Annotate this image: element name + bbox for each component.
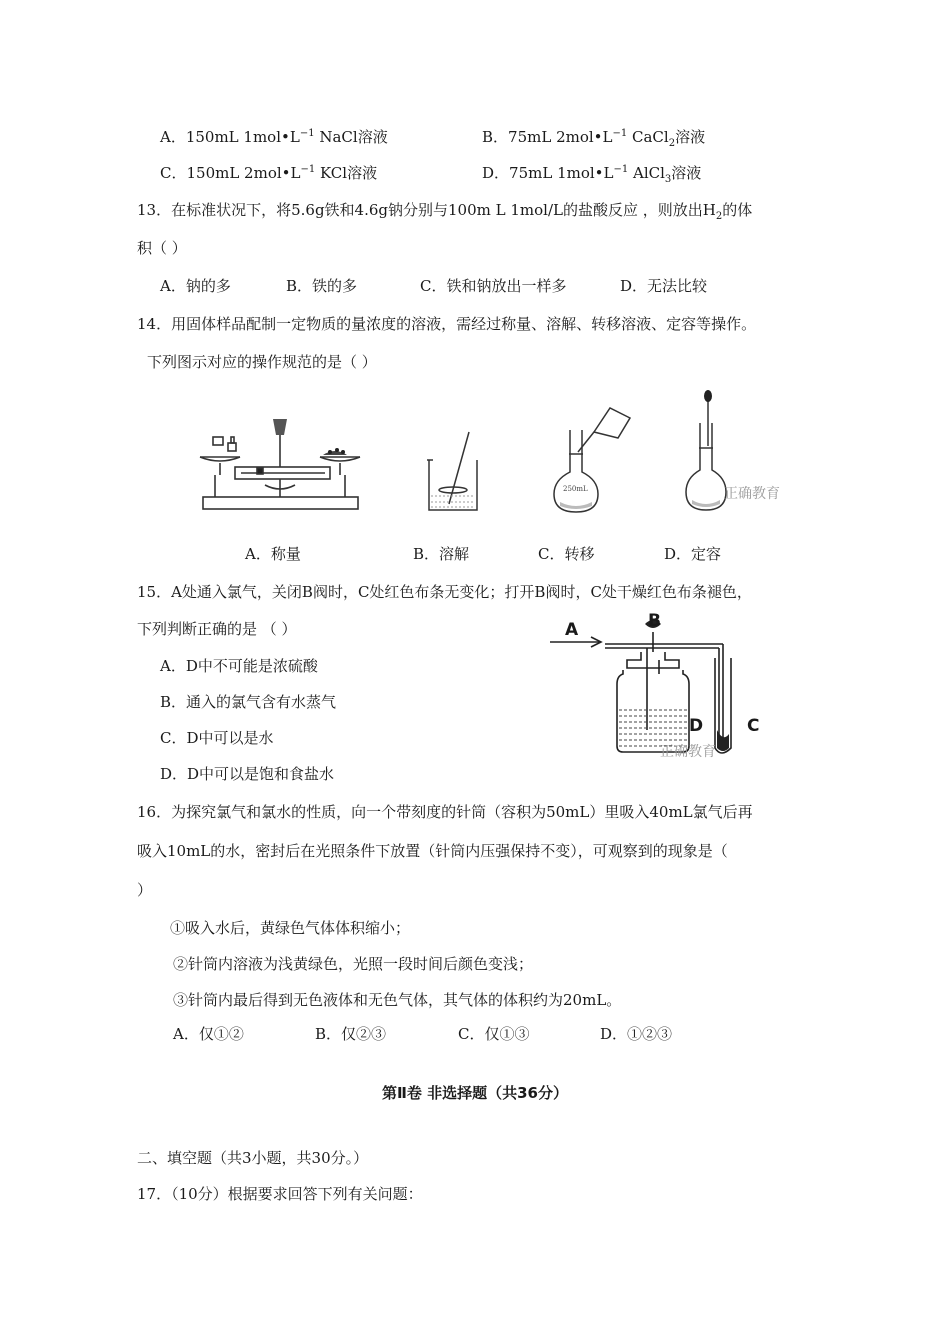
q16-option-d: D．①②③ [600,1025,673,1043]
q16-option-b: B．仅②③ [315,1025,387,1043]
section-title: 第Ⅱ卷 非选择题（共36分） [382,1084,568,1102]
q16-item-3: ③针筒内最后得到无色液体和无色气体，其气体的体积约为20mL。 [173,991,622,1009]
q16-item-2: ②针筒内溶液为浅黄绿色，光照一段时间后颜色变浅； [173,955,534,973]
q15-stem-line2: 下列判断正确的是 （ ） [137,620,297,638]
q15-option-d: D．D中可以是饱和食盐水 [160,765,335,783]
q14-caption-b: B．溶解 [413,545,470,563]
part-heading: 二、填空题（共3小题，共30分。） [137,1149,369,1167]
q15-stem-line1: 15．A处通入氯气，关闭B阀时，C处红色布条无变化；打开B阀时，C处干燥红色布条褪色， [137,583,752,601]
q13-option-b: B．铁的多 [286,277,358,295]
q14-stem-line1: 14．用固体样品配制一定物质的量浓度的溶液，需经过称量、溶解、转移溶液、定容等操作。 [137,315,757,333]
watermark-logo-2: 正确教育 [660,744,716,760]
transfer-flask-label: 250mL [563,485,588,493]
q14-stem-line2: 下列图示对应的操作规范的是（ ） [147,353,377,371]
q12-option-a: A．150mL $1mol•L^{-1}$ NaCl溶液 [160,128,388,146]
q17-stem: 17．（10分）根据要求回答下列有关问题： [137,1185,423,1203]
q12-option-b: B．75mL $2mol•L^{-1}$ CaCl$_2$溶液 [482,128,706,149]
q16-stem-line1: 16．为探究氯气和氯水的性质，向一个带刻度的针筒（容积为50mL）里吸入40mL氯气后再 [137,803,753,821]
label-b: B [648,611,661,631]
q16-option-a: A．仅①② [173,1025,244,1043]
label-c: C [747,716,760,736]
q12-option-d: D．75mL $1mol•L^{-1}$ AlCl$_3$溶液 [482,164,702,185]
label-a: A [565,620,579,640]
q15-option-a: A．D中不可能是浓硫酸 [160,657,318,675]
q14-caption-d: D．定容 [664,545,722,563]
q13-option-c: C．铁和钠放出一样多 [420,277,567,295]
watermark-logo: 正确教育 [724,486,780,502]
gas-apparatus-figure [545,612,775,762]
q13-option-d: D．无法比较 [620,277,708,295]
q15-option-c: C．D中可以是水 [160,729,274,747]
q14-caption-c: C．转移 [538,545,595,563]
q16-stem-line2: 吸入10mL的水，密封后在光照条件下放置（针筒内压强保持不变），可观察到的现象是（ [137,842,728,860]
label-d: D [689,716,704,736]
q13-option-a: A．钠的多 [160,277,231,295]
q14-caption-a: A．称量 [245,545,301,563]
q16-option-c: C．仅①③ [458,1025,530,1043]
q13-stem-line1: 13．在标准状况下，将5.6g铁和4.6g钠分别与100m L 1mol/L的盐酸反应 ，则放出$H_2$的体 [137,201,753,222]
q16-item-1: ①吸入水后，黄绿色气体体积缩小； [170,919,411,937]
q12-option-c: C．150mL $2mol•L^{-1}$ KCl溶液 [160,164,378,182]
q16-stem-line3: ） [137,881,153,899]
q15-option-b: B．通入的氯气含有水蒸气 [160,693,337,711]
transfer-flask-figure [550,402,635,517]
q13-stem-line2: 积（ ） [137,239,187,257]
beaker-figure [425,430,485,515]
balance-figure [195,415,365,515]
